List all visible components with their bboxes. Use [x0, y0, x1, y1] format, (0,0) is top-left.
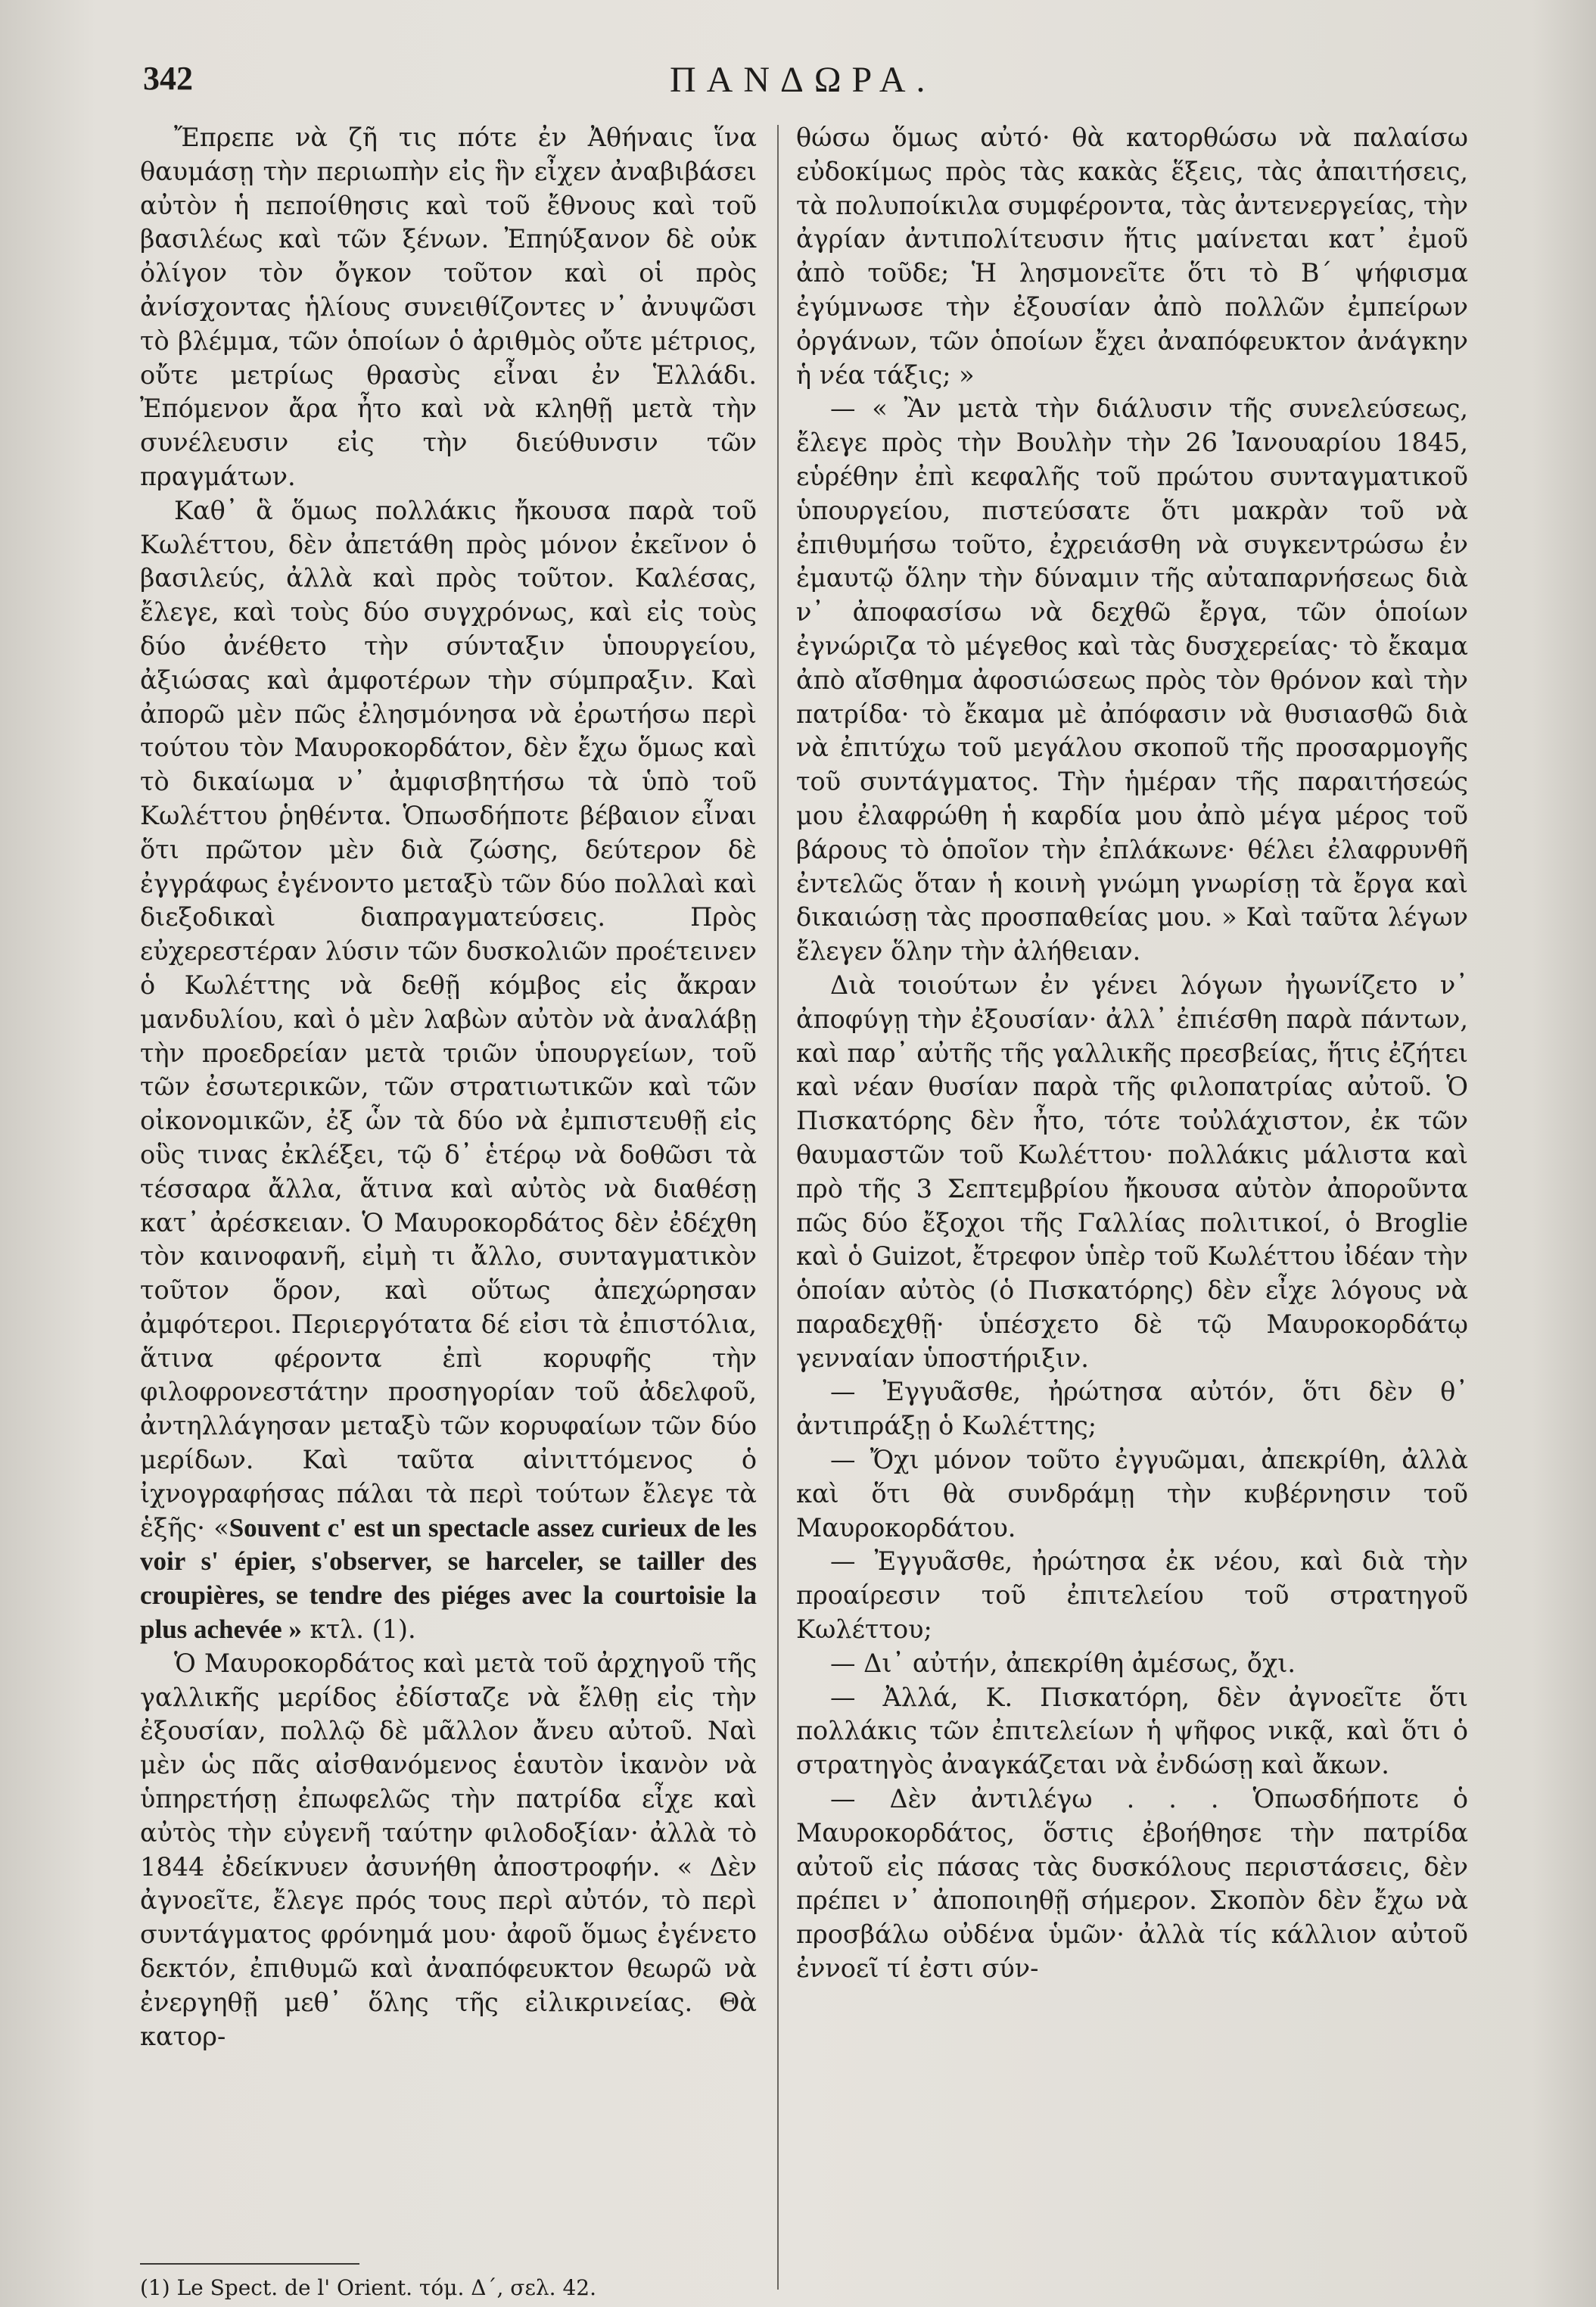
left-column [140, 121, 757, 2053]
paragraph-text: Καθ᾿ ἃ ὅμως πολλάκις ἤκουσα παρὰ τοῦ Κωλέττου, δὲν ἀπετάθη πρὸς μόνον ἐκεῖνον ὁ βασιλεύς, ἀλλὰ καὶ πρὸς τοῦτον. Καλέσας, ἔλεγε, καὶ τοὺς δύο συγχρόνως, καὶ εἰς τοὺς δύο ἀνέθετο τὴν σύνταξιν ὑπουργείου, ἀξιώσας καὶ ἀμφοτέρων τὴν σύμπραξιν. Καὶ ἀπορῶ μὲν πῶς ἐλησμόνησα νὰ ἐρωτήσω περὶ τούτου τὸν Μαυροκορδάτον, δὲν ἔχω ὅμως καὶ τὸ δικαίωμα ν᾿ ἀμφισβητήσω τὰ ὑπὸ τοῦ Κωλέττου ῥηθέντα. Ὁπωσδήποτε βέβαιον εἶναι ὅτι πρῶτον μὲν διὰ ζώσης, δεύτερον δὲ ἐγγράφως ἐγένοντο μεταξὺ τῶν δύο πολλαὶ καὶ διεξοδικαὶ διαπραγματεύσεις. Πρὸς εὐχερεστέραν λύσιν τῶν δυσκολιῶν προέτεινεν ὁ Κωλέττης νὰ δεθῇ κόμβος εἰς ἄκραν μανδυλίου, καὶ ὁ μὲν λαβὼν αὐτὸν νὰ ἀναλάβῃ τὴν προεδρείαν μετὰ τριῶν ὑπουργείων, τοῦ τῶν ἐσωτερικῶν, τῶν στρατιωτικῶν καὶ τῶν οἰκονομικῶν, ἐξ ὧν τὰ δύο νὰ ἐμπιστευθῇ εἰς οὓς τινας ἐκλέξει, τῷ δ᾿ ἑτέρῳ νὰ δοθῶσι τὰ τέσσαρα ἄλλα, ἅτινα καὶ αὐτὸς νὰ διαθέσῃ κατ᾿ ἀρέσκειαν. Ὁ Μαυροκορδάτος δὲν ἐδέχθη τὸν καινοφανῆ, εἰμὴ τι ἄλλο, συνταγματικὸν τοῦτον ὅρον, καὶ οὕτως ἀπεχώρησαν ἀμφότεροι. Περιεργότατα δέ εἰσι τὰ ἐπιστόλια, ἅτινα φέροντα ἐπὶ κορυφῆς τὴν φιλοφρονεστάτην προσηγορίαν τοῦ ἀδελφοῦ, ἀντηλλάγησαν μεταξὺ τῶν κορυφαίων τῶν δύο μερίδων. Καὶ ταῦτα αἰνιττόμενος ὁ ἰχνογραφήσας πάλαι τὰ περὶ τούτων ἔλεγε τὰ ἑξῆς· « [140, 495, 757, 1543]
footnote-divider [140, 2263, 359, 2265]
paragraph: Διὰ τοιούτων ἐν γένει λόγων ἠγωνίζετο ν᾿ ἀποφύγῃ τὴν ἐξουσίαν· ἀλλ᾿ ἐπιέσθη παρὰ πάντων, καὶ παρ᾿ αὐτῆς τῆς γαλλικῆς πρεσβείας, ἥτις ἐζήτει καὶ νέαν θυσίαν παρὰ τῆς φιλοπατρίας αὐτοῦ. Ὁ Πισκατόρης δὲν ἦτο, τότε τοὐλάχιστον, ἐκ τῶν θαυμαστῶν τοῦ Κωλέττου· πολλάκις μάλιστα καὶ πρὸ τῆς 3 Σεπτεμβρίου ἤκουσα αὐτὸν ἀποροῦντα πῶς δύο ἔξοχοι τῆς Γαλλίας πολιτικοί, ὁ Broglie καὶ ὁ Guizot, ἔτρεφον ὑπὲρ τοῦ Κωλέττου ἰδέαν τὴν ὁποίαν αὐτὸς (ὁ Πισκατόρης) δὲν εἶχε λόγους νὰ παραδεχθῇ· ὑπέσχετο δὲ τῷ Μαυροκορδάτῳ γενναίαν ὑποστήριξιν. [796, 970, 1468, 1373]
footnote: (1) Le Spect. de l' Orient. τόμ. Δ´, σελ. 42. [140, 2275, 596, 2300]
french-quote: Souvent c' est un spectacle assez curieux de les voir s' épier, s'observer, se harceler, se tailler des croupières, se tendre des piéges avec la courtoisie la plus achevée » [140, 1512, 757, 1645]
paragraph: — « Ἂν μετὰ τὴν διάλυσιν τῆς συνελεύσεως, ἔλεγε πρὸς τὴν Βουλὴν τὴν 26 Ἰανουαρίου 1845, εὑρέθην ἐπὶ κεφαλῆς τοῦ πρώτου συνταγματικοῦ ὑπουργείου, πιστεύσατε ὅτι μακρὰν τοῦ νὰ ἐπιθυμήσω τοῦτο, ἐχρειάσθη νὰ συγκεντρώσω ἐν ἐμαυτῷ ὅλην τὴν δύναμιν τῆς αὐταπαρνήσεως διὰ ν᾿ ἀποφασίσω νὰ δεχθῶ ἔργα, τῶν ὁποίων ἐγνώριζα τὸ μέγεθος καὶ τὰς δυσχερείας· τὸ ἔκαμα ἀπὸ αἴσθημα ἀφοσιώσεως πρὸς τὸν θρόνον καὶ τὴν πατρίδα· τὸ ἔκαμα μὲ ἀπόφασιν νὰ θυσιασθῶ διὰ νὰ ἐπιτύχω τοῦ μεγάλου σκοποῦ τῆς προσαρμογῆς τοῦ συντάγματος. Τὴν ἡμέραν τῆς παραιτήσεώς μου ἐλαφρώθη ἡ καρδία μου ἀπὸ μέγα μέρος τοῦ βάρους τὸ ὁποῖον τὴν ἐπλάκωνε· θέλει ἐλαφρυνθῆ ἐντελῶς ὅταν ἡ κοινὴ γνώμη γνωρίσῃ τὰ ἔργα καὶ δικαιώσῃ τὰς προσπαθείας μου. » Καὶ ταῦτα λέγων ἔλεγεν ὅλην τὴν ἀλήθειαν. [796, 394, 1468, 967]
dialogue-line: — Ἀλλά, Κ. Πισκατόρη, δὲν ἀγνοεῖτε ὅτι πολλάκις τῶν ἐπιτελείων ἡ ψῆφος νικᾷ, καὶ ὅτι ὁ στρατηγὸς ἀναγκάζεται νὰ ἐνδώσῃ καὶ ἄκων. [796, 1682, 1468, 1780]
dialogue-line: — Ἐγγυᾶσθε, ἠρώτησα αὐτόν, ὅτι δὲν θ᾿ ἀντιπράξῃ ὁ Κωλέττης; [796, 1377, 1468, 1441]
paragraph-with-quote [140, 494, 757, 1647]
running-title: ΠΑΝΔΩΡΑ. [670, 60, 936, 100]
dialogue-line: — Δι᾿ αὐτήν, ἀπεκρίθη ἀμέσως, ὄχι. [830, 1648, 1296, 1678]
dialogue-line: — Ὄχι μόνον τοῦτο ἐγγυῶμαι, ἀπεκρίθη, ἀλλὰ καὶ ὅτι θὰ συνδράμῃ τὴν κυβέρνησιν τοῦ Μαυροκορδάτου. [796, 1445, 1468, 1543]
dialogue-line: — Ἐγγυᾶσθε, ἠρώτησα ἐκ νέου, καὶ διὰ τὴν προαίρεσιν τοῦ ἐπιτελείου τοῦ στρατηγοῦ Κωλέττου; [796, 1546, 1468, 1645]
paragraph: Ἔπρεπε νὰ ζῆ τις πότε ἐν Ἀθήναις ἵνα θαυμάσῃ τὴν περιωπὴν εἰς ἣν εἶχεν ἀναβιβάσει αὐτὸν ἡ πεποίθησις καὶ τοῦ ἔθνους καὶ τοῦ βασιλέως καὶ τῶν ξένων. Ἐπηύξανον δὲ οὐκ ὀλίγον τὸν ὄγκον τοῦτον καὶ οἱ πρὸς ἀνίσχοντας ἡλίους συνειθίζοντες ν᾿ ἀνυψῶσι τὸ βλέμμα, τῶν ὁποίων ὁ ἀριθμὸς οὔτε μέτριος, οὔτε μετρίως θρασὺς εἶναι ἐν Ἑλλάδι. Ἐπόμενον ἄρα ἦτο καὶ νὰ κληθῇ μετὰ τὴν συνέλευσιν εἰς τὴν διεύθυνσιν τῶν πραγμάτων. [140, 123, 757, 491]
quote-tail: κτλ. (1). [301, 1614, 416, 1645]
page-number: 342 [143, 60, 193, 97]
column-divider [777, 125, 779, 2290]
page-header [140, 59, 1513, 112]
right-column [796, 121, 1468, 1986]
dialogue-line: — Δὲν ἀντιλέγω . . . Ὁπωσδήποτε ὁ Μαυροκορδάτος, ὅστις ἐβοήθησε τὴν πατρίδα αὐτοῦ εἰς πάσας τὰς δυσκόλους περιστάσεις, δὲν πρέπει ν᾿ ἀποποιηθῇ σήμερον. Σκοπὸν δὲν ἔχω νὰ προσβάλω οὐδένα ὑμῶν· ἀλλὰ τίς κάλλιον αὐτοῦ ἐννοεῖ τί ἐστι σύν- [796, 1784, 1468, 1984]
paragraph: Ὁ Μαυροκορδάτος καὶ μετὰ τοῦ ἀρχηγοῦ τῆς γαλλικῆς μερίδος ἐδίσταζε νὰ ἔλθῃ εἰς τὴν ἐξουσίαν, πολλῷ δὲ μᾶλλον ἄνευ αὐτοῦ. Ναὶ μὲν ὡς πᾶς αἰσθανόμενος ἑαυτὸν ἱκανὸν νὰ ὑπηρετήσῃ ἐπωφελῶς τὴν πατρίδα εἶχε καὶ αὐτὸς τὴν εὐγενῆ ταύτην φιλοδοξίαν· ἀλλὰ τὸ 1844 ἐδείκνυεν ἀσυνήθη ἀποστροφήν. « Δὲν ἀγνοεῖτε, ἔλεγε πρός τους περὶ αὐτόν, τὸ περὶ συντάγματος φρόνημά μου· ἀφοῦ ὅμως ἐγένετο δεκτόν, ἐπιθυμῶ καὶ ἀναπόφευκτον θεωρῶ νὰ ἐνεργηθῇ μεθ᾿ ὅλης τῆς εἰλικρινείας. Θὰ κατορ- [140, 1648, 757, 2051]
paragraph: θώσω ὅμως αὐτό· θὰ κατορθώσω νὰ παλαίσω εὐδοκίμως πρὸς τὰς κακὰς ἕξεις, τὰς ἀπαιτήσεις, τὰ πολυποίκιλα συμφέροντα, τὰς ἀντενεργείας, τὴν ἀγρίαν ἀντιπολίτευσιν ἥτις μαίνεται κατ᾿ ἐμοῦ ἀπὸ τοῦδε; Ἡ λησμονεῖτε ὅτι τὸ Β´ ψήφισμα ἐγύμνωσε τὴν ἐξουσίαν ἀπὸ πολλῶν ἐμπείρων ὀργάνων, τῶν ὁποίων ἔχει ἀναπόφευκτον ἀνάγκην ἡ νέα τάξις; » [796, 123, 1468, 390]
